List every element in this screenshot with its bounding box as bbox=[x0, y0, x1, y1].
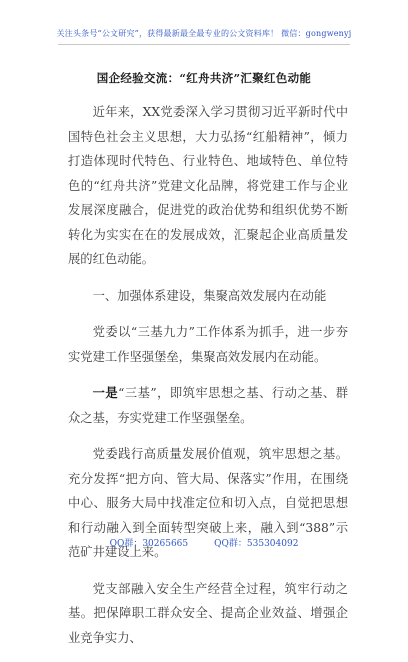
header-divider bbox=[58, 44, 350, 45]
footer-contact bbox=[0, 536, 408, 549]
section-heading-1 bbox=[68, 284, 348, 309]
qq-group-2: QQ群：535304092 bbox=[214, 539, 299, 549]
paragraph-text: 党委以“三基九力”工作体系为抓手，进一步夯实党建工作坚强堡垒，集聚高效发展内在动能。 bbox=[68, 325, 348, 364]
paragraph bbox=[68, 577, 348, 651]
document-body bbox=[68, 100, 348, 662]
paragraph-text: “三基”，即筑牢思想之基、行动之基、群众之基，夯实党建工作坚强堡垒。 bbox=[68, 386, 348, 425]
header-banner: 关注头条号“公文研究”，获得最新最全最专业的公文资料库！ 微信：gongwenyj bbox=[56, 29, 352, 38]
qq-group-1: QQ群：30265665 bbox=[109, 539, 189, 549]
paragraph bbox=[68, 320, 348, 369]
section-heading-text: 一、加强体系建设，集聚高效发展内在动能 bbox=[92, 288, 327, 303]
document-title: 国企经验交流：“红舟共济”汇聚红色动能 bbox=[96, 71, 312, 85]
paragraph-text: 党委践行高质量发展价值观，筑牢思想之基。充分发挥“把方向、管大局、保落实”作用，在围绕中心、服务大局中找准定位和切入点，自觉把思想和行动融入到全面转型突破上来，融入到“388”示范矿井建设上来。 bbox=[68, 447, 348, 559]
paragraph-point-1 bbox=[68, 381, 348, 430]
paragraph-text: 近年来，XX党委深入学习贯彻习近平新时代中国特色社会主义思想，大力弘扬“红船精神”，倾力打造体现时代特色、行业特色、地域特色、单位特色的“红舟共济”党建文化品牌，将党建工作与企业发展深度融合，促进党的政治优势和组织优势不断转化为实实在在的发展成效，汇聚起企业高质量发展的红色动能。 bbox=[68, 105, 348, 266]
paragraph-text: 党支部融入安全生产经营全过程，筑牢行动之基。把保障职工群众安全、提高企业效益、增强企业竞争实力、 bbox=[68, 581, 348, 645]
paragraph-intro bbox=[68, 100, 348, 272]
paragraph-lead: 一是 bbox=[92, 385, 119, 400]
